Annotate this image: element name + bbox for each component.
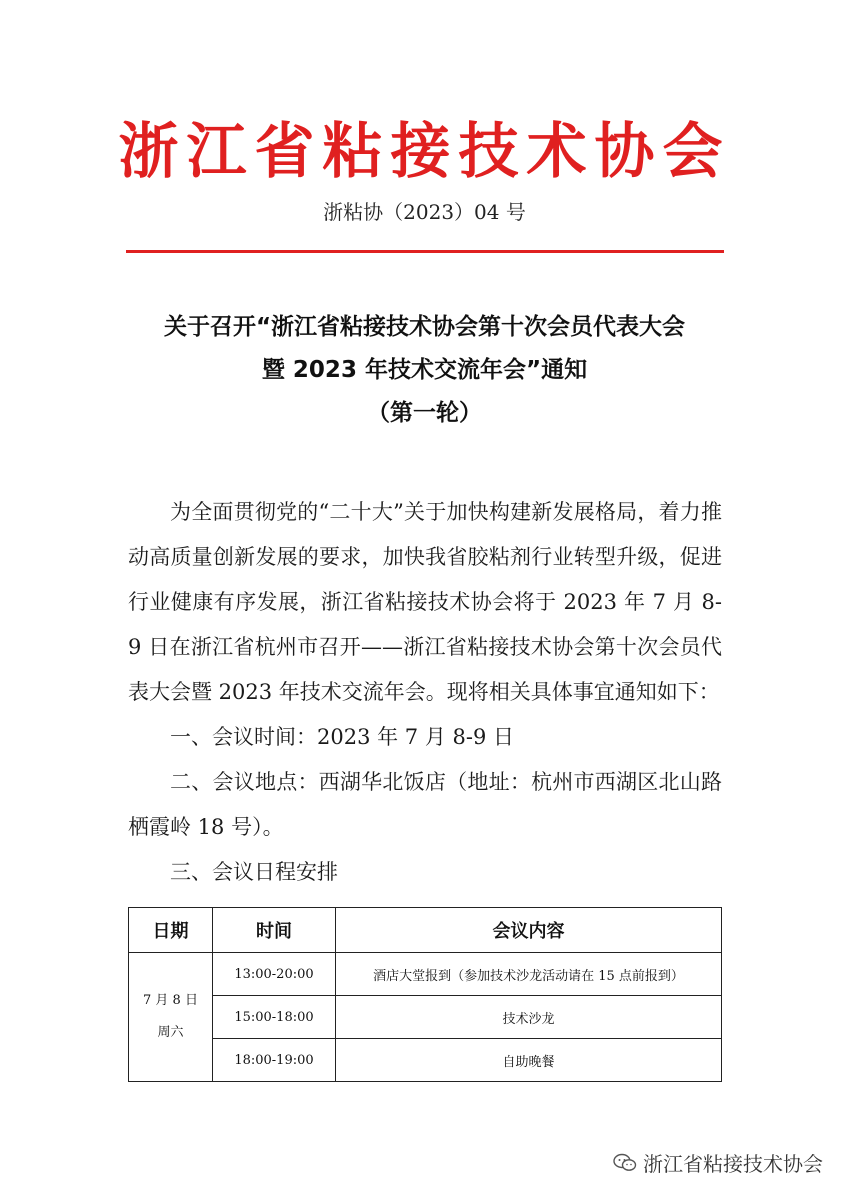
date-cell <box>129 953 213 1082</box>
content-cell: 酒店大堂报到（参加技术沙龙活动请在 15 点前报到） <box>336 953 722 996</box>
time-cell: 18:00-19:00 <box>213 1039 336 1082</box>
org-title: 浙江省粘接技术协会 <box>118 117 731 187</box>
table-row <box>129 996 722 1039</box>
date-text: 7 月 8 日 <box>143 993 198 1008</box>
document-number: 浙粘协（2023）04 号 <box>323 200 526 224</box>
time-cell: 15:00-18:00 <box>213 996 336 1039</box>
weekday-text: 周六 <box>157 1025 184 1040</box>
table-row <box>129 953 722 996</box>
intro-paragraph: 为全面贯彻党的“二十大”关于加快构建新发展格局，着力推动高质量创新发展的要求，加快我省胶粘剂行业转型升级，促进行业健康有序发展，浙江省粘接技术协会将于 2023 年 7 月 8-9 日在浙江省杭州市召开——浙江省粘接技术协会第十次会员代表大会暨 2023 年技术交流年会。现将相关具体事宜通知如下： <box>128 500 722 704</box>
header-date: 日期 <box>129 908 213 953</box>
red-divider <box>126 250 724 253</box>
schedule-table <box>128 907 722 1082</box>
content-cell: 自助晚餐 <box>336 1039 722 1082</box>
notice-body <box>128 490 722 895</box>
schedule-heading: 三、会议日程安排 <box>170 860 338 884</box>
title-line-3: （第一轮） <box>367 400 482 426</box>
notice-title <box>60 306 789 435</box>
time-cell: 13:00-20:00 <box>213 953 336 996</box>
wechat-icon <box>613 1153 637 1173</box>
watermark-text: 浙江省粘接技术协会 <box>643 1152 823 1176</box>
wechat-watermark <box>613 1148 823 1177</box>
title-line-1: 关于召开“浙江省粘接技术协会第十次会员代表大会 <box>163 314 686 340</box>
header-time: 时间 <box>213 908 336 953</box>
header-content: 会议内容 <box>336 908 722 953</box>
table-header-row <box>129 908 722 953</box>
meeting-time: 一、会议时间：2023 年 7 月 8-9 日 <box>170 725 514 749</box>
meeting-location: 二、会议地点：西湖华北饭店（地址：杭州市西湖区北山路栖霞岭 18 号）。 <box>128 770 722 839</box>
table-row <box>129 1039 722 1082</box>
title-line-2: 暨 2023 年技术交流年会”通知 <box>261 357 588 383</box>
content-cell: 技术沙龙 <box>336 996 722 1039</box>
